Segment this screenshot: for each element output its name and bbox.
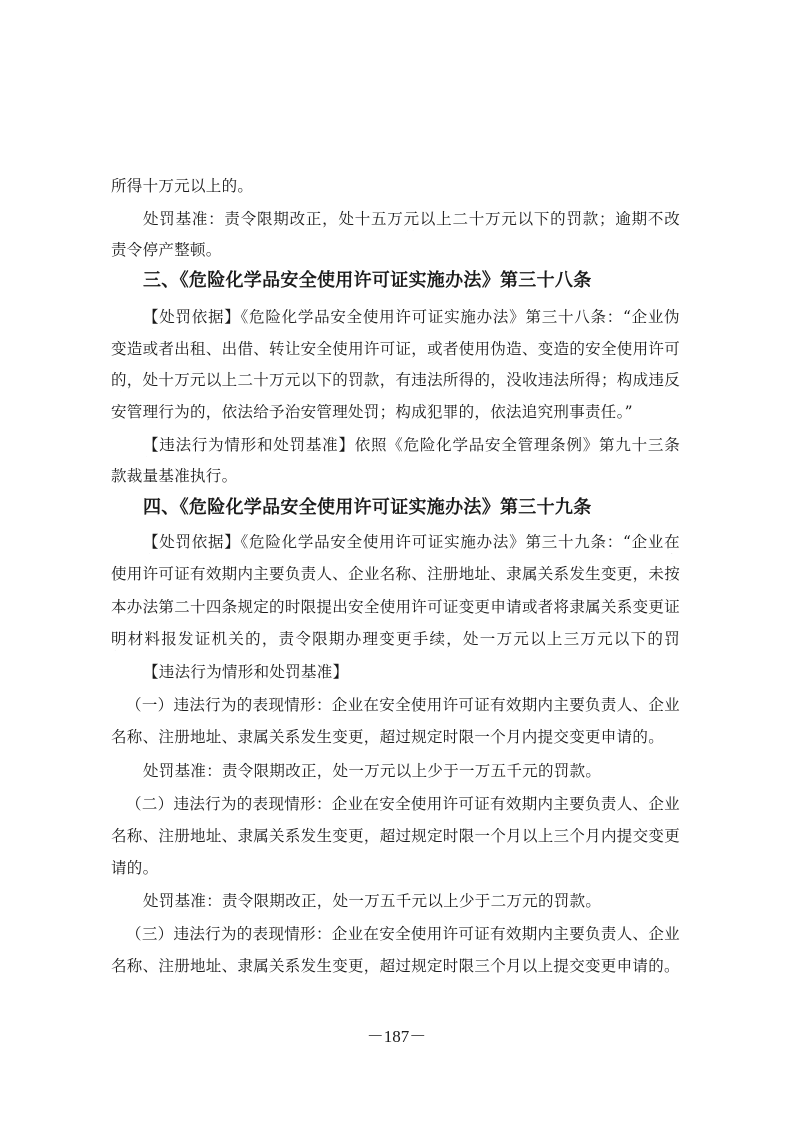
text-line: 名称、注册地址、隶属关系发生变更，超过规定时限一个月以上三个月内提交变更 — [111, 827, 680, 845]
text-line: （一）违法行为的表现情形：企业在安全使用许可证有效期内主要负责人、企业 — [126, 696, 680, 714]
text-line: 的，处十万元以上二十万元以下的罚款，有违法所得的，没收违法所得；构成违反 — [111, 371, 680, 389]
text-line: 名称、注册地址、隶属关系发生变更，超过规定时限三个月以上提交变更申请的。 — [111, 957, 680, 975]
text-line: 【处罚依据】《危险化学品安全使用许可证实施办法》第三十九条：“企业在 — [143, 533, 680, 551]
text-line: 变造或者出租、出借、转让安全使用许可证，或者使用伪造、变造的安全使用许可 — [111, 340, 680, 358]
text-line: 使用许可证有效期内主要负责人、企业名称、注册地址、隶属关系发生变更，未按 — [111, 565, 680, 583]
text-line: 【违法行为情形和处罚基准】 — [143, 663, 349, 681]
text-line: 安管理行为的，依法给予治安管理处罚；构成犯罪的，依法追究刑事责任。” — [111, 403, 633, 421]
section-heading: 四、《危险化学品安全使用许可证实施办法》第三十九条 — [143, 497, 592, 518]
text-line: （三）违法行为的表现情形：企业在安全使用许可证有效期内主要负责人、企业 — [126, 925, 680, 943]
text-line: 处罚基准：责令限期改正，处一万元以上少于一万五千元的罚款。 — [143, 762, 602, 780]
page-number: －187－ — [366, 1027, 427, 1046]
text-line: 名称、注册地址、隶属关系发生变更，超过规定时限一个月内提交变更申请的。 — [111, 728, 665, 746]
text-line: （二）违法行为的表现情形：企业在安全使用许可证有效期内主要负责人、企业 — [126, 795, 680, 813]
text-line: 责令停产整顿。 — [111, 241, 222, 259]
section-heading: 三、《危险化学品安全使用许可证实施办法》第三十八条 — [143, 270, 592, 291]
text-line: 请的。 — [111, 859, 159, 877]
text-line: 处罚基准：责令限期改正，处一万五千元以上少于二万元的罚款。 — [143, 892, 602, 910]
text-line: 明材料报发证机关的，责令限期办理变更手续，处一万元以上三万元以下的罚 — [111, 630, 680, 648]
text-line: 处罚基准：责令限期改正，处十五万元以上二十万元以下的罚款；逾期不改 — [143, 210, 680, 228]
text-line: 所得十万元以上的。 — [111, 177, 254, 195]
text-line: 【处罚依据】《危险化学品安全使用许可证实施办法》第三十八条：“企业伪 — [143, 308, 680, 326]
text-line: 本办法第二十四条规定的时限提出安全使用许可证变更申请或者将隶属关系变更证 — [111, 598, 680, 616]
text-line: 【违法行为情形和处罚基准】依照《危险化学品安全管理条例》第九十三条 — [143, 436, 680, 454]
text-line: 款裁量基准执行。 — [111, 467, 238, 485]
